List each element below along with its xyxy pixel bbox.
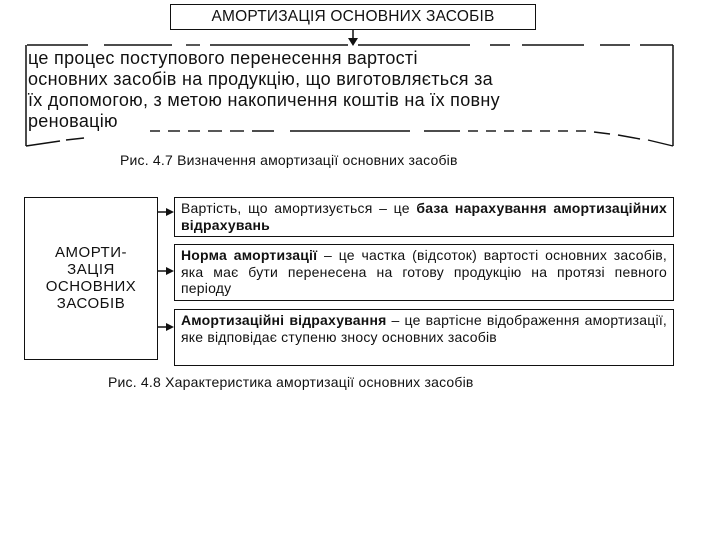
root-label-line: ЗАЦІЯ xyxy=(67,261,115,278)
definition-line: основних засобів на продукцію, що виготовляється за xyxy=(28,69,493,89)
amortization-definition xyxy=(28,48,674,132)
arrow-1-head xyxy=(166,208,174,216)
depreciation-charges-rest: – це вартісне відображення амортизації, яке відповідає ступеню зносу основних засобів xyxy=(181,312,667,345)
definition-line: це процес поступового перенесення вартості xyxy=(28,48,418,68)
definition-line: їх допомогою, з метою накопичення коштів на їх повну xyxy=(28,90,500,110)
depreciable-value-lead: Вартість, що амортизується – це xyxy=(181,200,417,216)
depreciation-charges-term: Амортизаційні відрахування xyxy=(181,312,387,328)
arrow-2-head xyxy=(166,267,174,275)
depreciation-rate-term: Норма амортизації xyxy=(181,247,318,263)
figure-4-7-caption: Рис. 4.7 Визначення амортизації основних засобів xyxy=(120,152,458,168)
depreciable-value-box xyxy=(174,197,674,237)
root-label-line: АМОРТИ- xyxy=(55,244,127,261)
figure-4-8-caption: Рис. 4.8 Характеристика амортизації основних засобів xyxy=(108,374,474,390)
definition-line: реновацію xyxy=(28,111,118,131)
amortization-title: АМОРТИЗАЦІЯ ОСНОВНИХ ЗАСОБІВ xyxy=(211,8,495,25)
depreciable-value-term: база нарахування амортизаційних відрахувань xyxy=(181,200,667,233)
root-label-line: ОСНОВНИХ xyxy=(45,278,137,295)
bottom-dashed-line xyxy=(26,131,673,146)
title-arrow-head xyxy=(348,38,358,46)
root-label-line: ЗАСОБІВ xyxy=(56,295,126,312)
depreciation-rate-box xyxy=(174,244,674,301)
depreciation-charges-box xyxy=(174,309,674,366)
depreciation-rate-rest: – це частка (відсоток) вартості основних засобів, яка має бути перенесена на готову продукцію на протязі певного періоду xyxy=(181,247,667,296)
arrow-3-head xyxy=(166,323,174,331)
